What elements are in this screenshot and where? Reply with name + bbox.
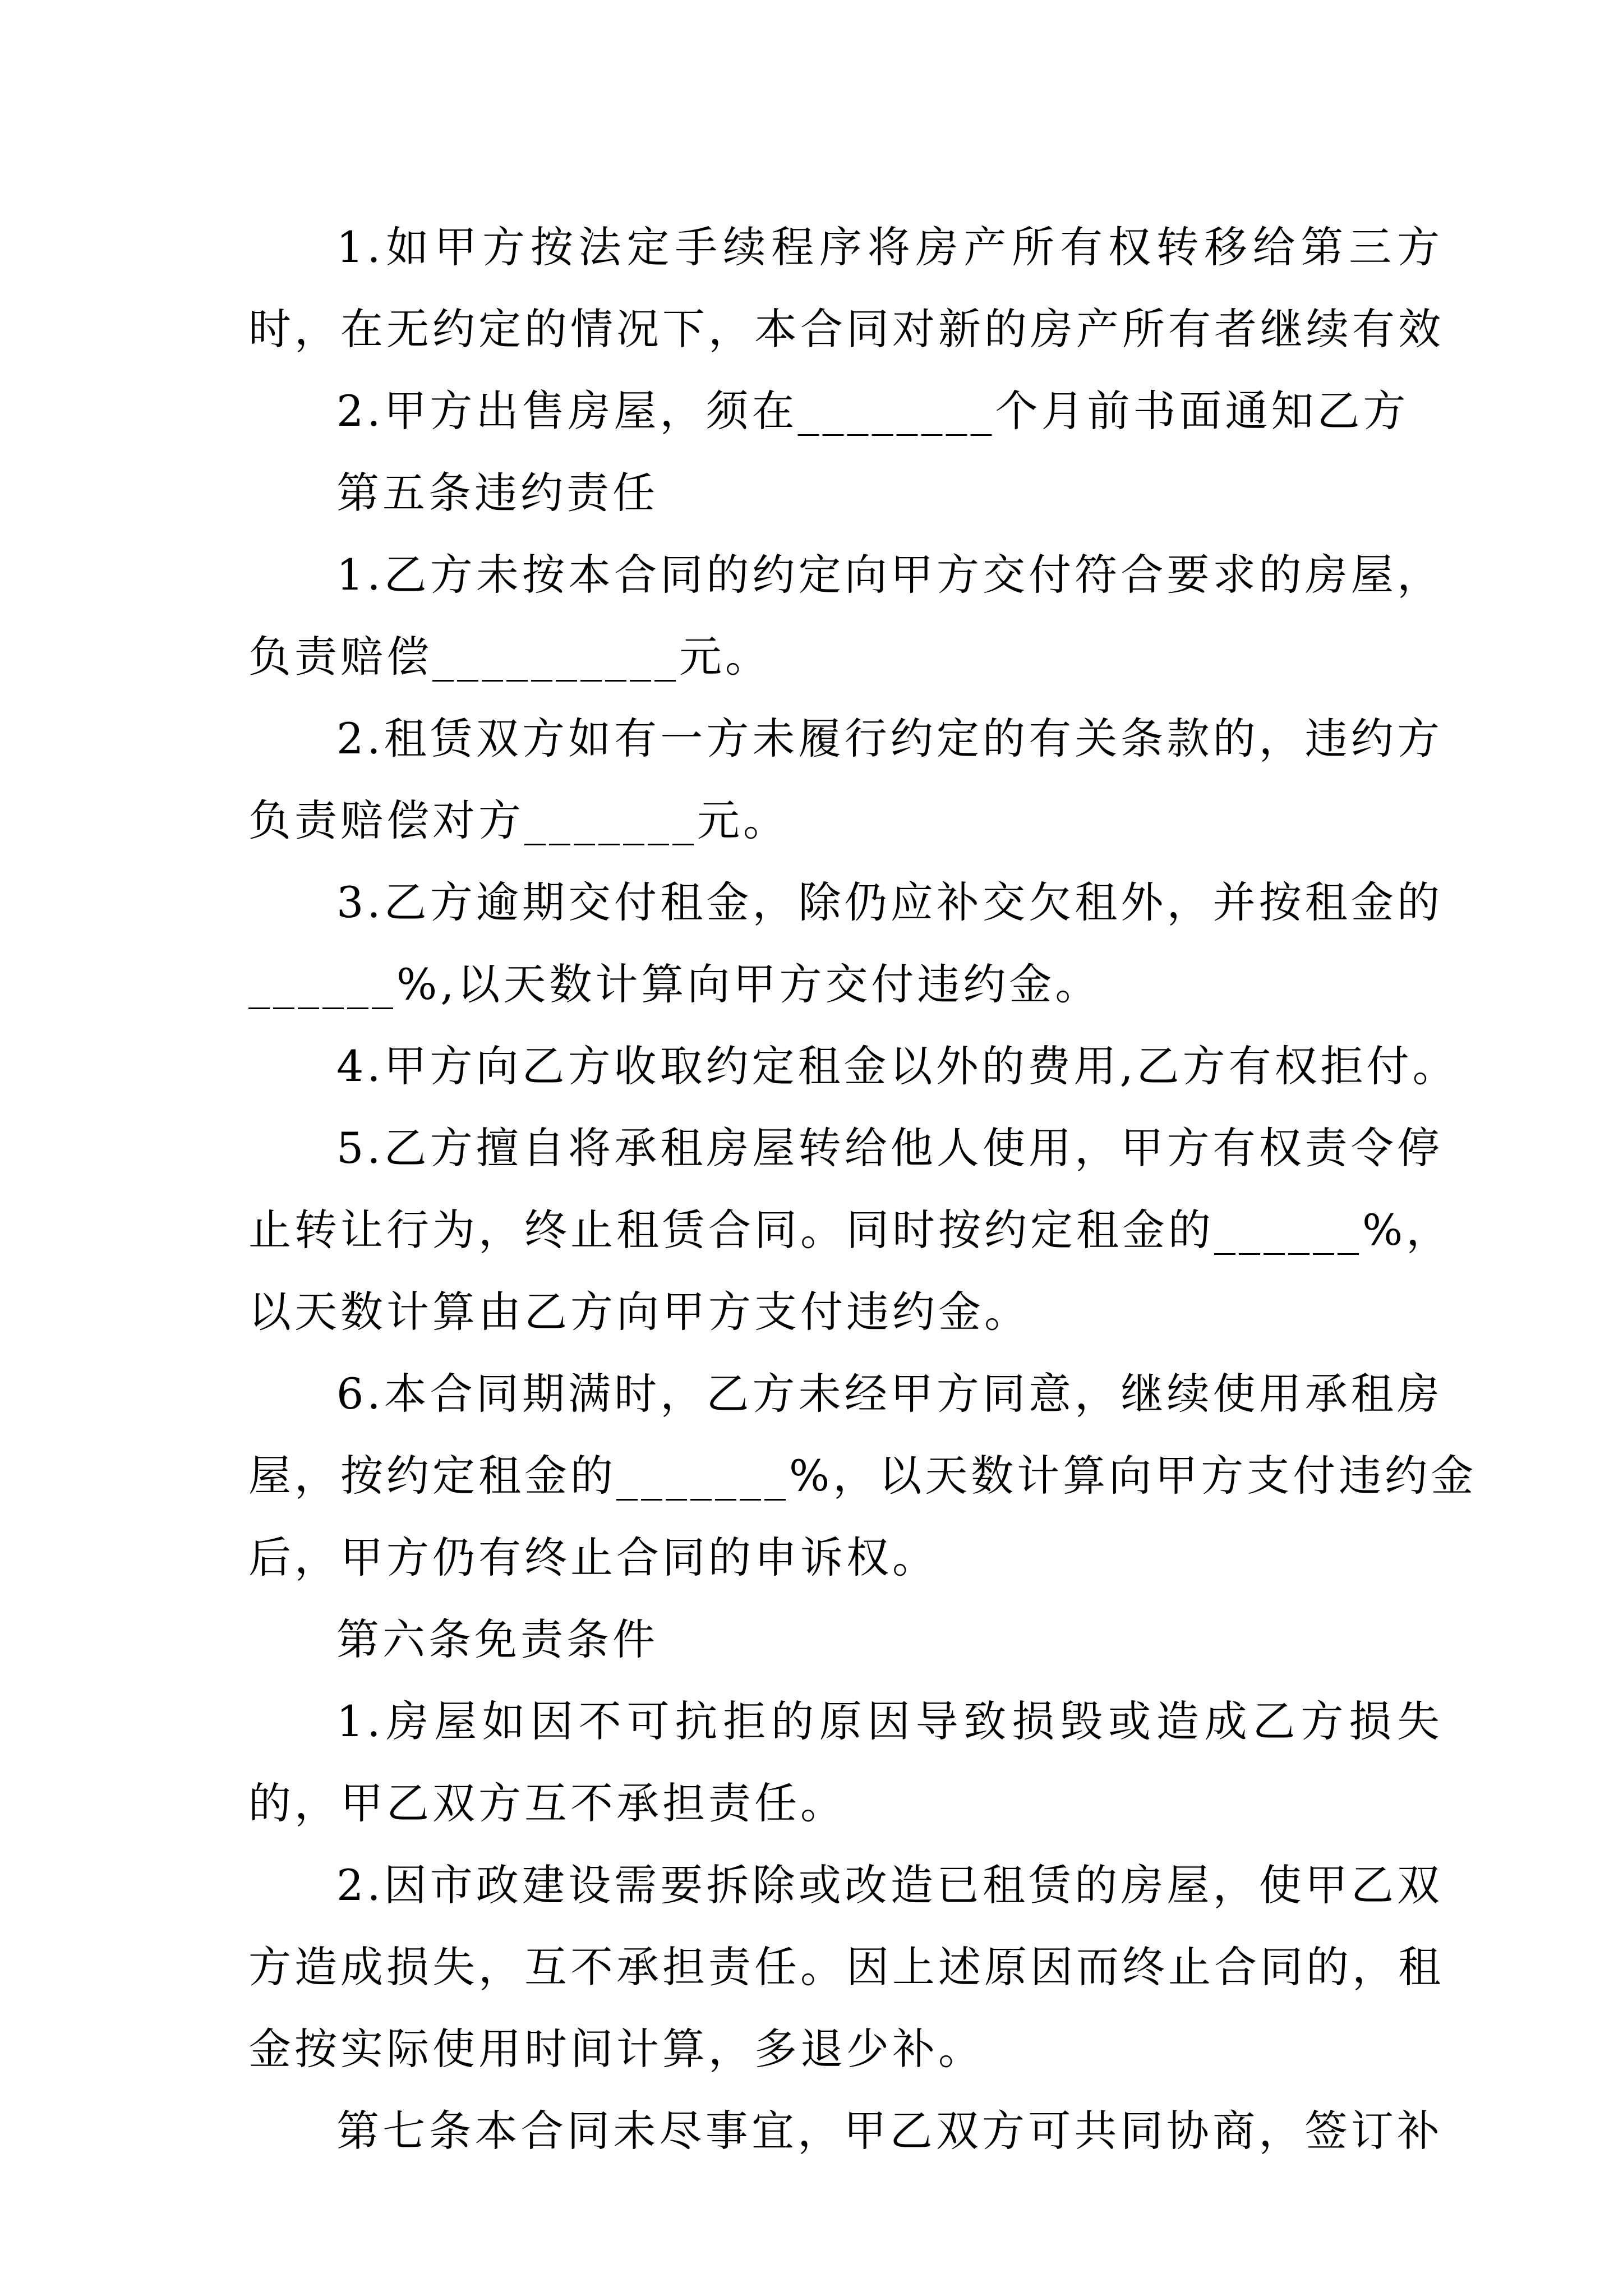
text-line: 方造成损失，互不承担责任。因上述原因而终止合同的，租 [248,1942,1444,1992]
text-line: 第六条免责条件 [336,1614,658,1664]
text-line: 4.甲方向乙方收取约定租金以外的费用,乙方有权拒付。 [336,1041,1459,1091]
text-line: 以天数计算由乙方向甲方支付违约金。 [248,1287,1030,1337]
text-line: ______%,以天数计算向甲方交付违约金。 [248,959,1101,1009]
text-line: 负责赔偿对方_______元。 [248,795,789,845]
text-line: 5.乙方擅自将承租房屋转给他人使用，甲方有权责令停 [336,1123,1443,1173]
text-line: 1.如甲方按法定手续程序将房产所有权转移给第三方 [336,222,1443,272]
document-body [248,206,1477,2172]
text-line: 2.甲方出售房屋，须在________个月前书面通知乙方 [336,386,1409,436]
text-line: 2.租赁双方如有一方未履行约定的有关条款的，违约方 [336,714,1443,763]
text-line: 2.因市政建设需要拆除或改造已租赁的房屋，使甲乙双 [336,1860,1443,1910]
text-line: 6.本合同期满时，乙方未经甲方同意，继续使用承租房 [336,1369,1443,1419]
text-line: 后，甲方仍有终止合同的申诉权。 [248,1533,938,1582]
text-line: 3.乙方逾期交付租金，除仍应补交欠租外，并按租金的 [336,877,1443,927]
text-line: 屋，按约定租金的_______%，以天数计算向甲方支付违约金 [248,1451,1477,1501]
text-line: 第五条违约责任 [336,468,658,518]
text-line: 负责赔偿__________元。 [248,632,771,682]
text-line: 1.乙方未按本合同的约定向甲方交付符合要求的房屋， [336,550,1443,600]
text-line: 时，在无约定的情况下，本合同对新的房产所有者继续有效 [248,304,1444,354]
text-line: 1.房屋如因不可抗拒的原因导致损毁或造成乙方损失 [336,1696,1443,1746]
text-line: 的，甲乙双方互不承担责任。 [248,1778,846,1828]
text-line: 止转让行为，终止租赁合同。同时按约定租金的______%， [248,1205,1453,1255]
text-line: 第七条本合同未尽事宜，甲乙双方可共同协商，签订补 [336,2106,1443,2156]
text-line: 金按实际使用时间计算，多退少补。 [248,2024,984,2074]
